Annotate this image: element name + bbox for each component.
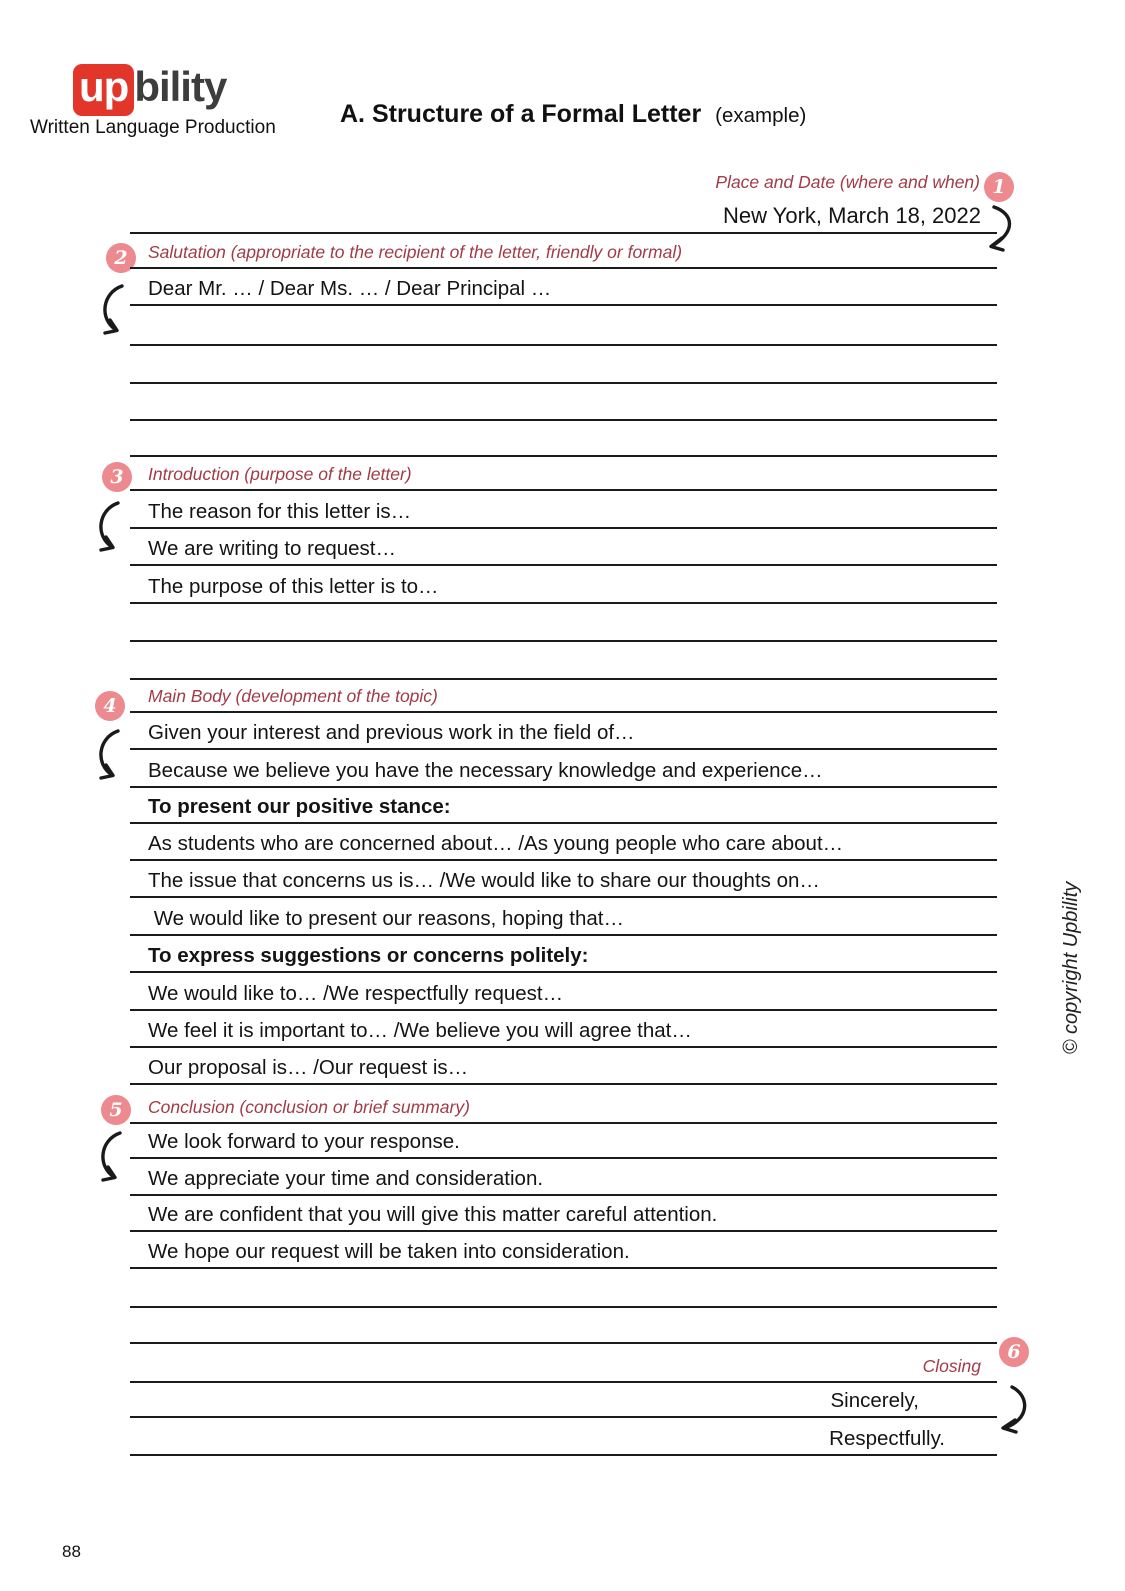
blank-ruled-line <box>130 312 997 346</box>
page-title-text: A. Structure of a Formal Letter <box>340 100 702 128</box>
example-line: We look forward to your response. <box>130 1125 997 1159</box>
section-label-main-body: Main Body (development of the topic) <box>130 686 997 713</box>
blank-ruled-line <box>130 646 997 680</box>
example-line: We feel it is important to… /We believe you will agree that… <box>130 1014 997 1048</box>
curved-arrow-down-left-icon <box>998 1384 1038 1436</box>
page-number: 88 <box>62 1542 81 1561</box>
section-number-1: 1 <box>984 172 1014 202</box>
section-label-conclusion: Conclusion (conclusion or brief summary) <box>130 1097 997 1124</box>
blank-ruled-line <box>130 608 997 642</box>
section-number-3: 3 <box>102 462 132 492</box>
curved-arrow-down-right-icon <box>92 498 134 556</box>
example-line: The purpose of this letter is to… <box>130 570 997 604</box>
example-line: We would like to… /We respectfully request… <box>130 977 997 1011</box>
logo-subtitle: Written Language Production <box>30 117 276 138</box>
logo-up-mark: up <box>73 64 134 116</box>
example-line: We would like to present our reasons, hoping that… <box>130 902 997 936</box>
copyright-notice: © copyright Upbility <box>1060 881 1082 1055</box>
example-line: The issue that concerns us is… /We would like to share our thoughts on… <box>130 864 997 898</box>
example-line-closing: Respectfully. <box>130 1422 997 1456</box>
upbility-logo <box>73 64 226 116</box>
blank-ruled-line <box>130 423 997 457</box>
page-title <box>340 100 806 129</box>
example-line-bold: To present our positive stance: <box>130 790 997 824</box>
page-title-suffix: (example) <box>715 104 807 127</box>
section-label-salutation: Salutation (appropriate to the recipient of the letter, friendly or formal) <box>130 242 997 269</box>
blank-ruled-line <box>130 350 997 384</box>
example-line: Dear Mr. … / Dear Ms. … / Dear Principal … <box>130 272 997 306</box>
example-line: Given your interest and previous work in the field of… <box>130 716 997 750</box>
blank-ruled-line <box>130 1310 997 1344</box>
section-label-place-date: Place and Date (where and when) <box>715 172 980 192</box>
section-label-introduction: Introduction (purpose of the letter) <box>130 464 997 491</box>
logo-wordmark: bility <box>134 63 227 110</box>
section-number-5: 5 <box>101 1095 131 1125</box>
blank-ruled-line <box>130 1274 997 1308</box>
section-number-2: 2 <box>106 243 136 273</box>
blank-ruled-line <box>130 387 997 421</box>
example-line-bold: To express suggestions or concerns politely: <box>130 939 997 973</box>
example-line-date: New York, March 18, 2022 <box>130 200 997 234</box>
example-line: We hope our request will be taken into consideration. <box>130 1235 997 1269</box>
example-line: The reason for this letter is… <box>130 495 997 529</box>
section-number-4: 4 <box>95 691 125 721</box>
example-line: We appreciate your time and consideration. <box>130 1162 997 1196</box>
example-line: We are confident that you will give this matter careful attention. <box>130 1198 997 1232</box>
example-line: Our proposal is… /Our request is… <box>130 1051 997 1085</box>
section-number-6: 6 <box>999 1337 1029 1367</box>
curved-arrow-down-right-icon <box>92 726 134 784</box>
example-line: As students who are concerned about… /As young people who care about… <box>130 827 997 861</box>
example-line-closing: Sincerely, <box>130 1384 997 1418</box>
example-line: Because we believe you have the necessary knowledge and experience… <box>130 754 997 788</box>
example-line: We are writing to request… <box>130 532 997 566</box>
section-label-closing: Closing <box>130 1356 997 1383</box>
